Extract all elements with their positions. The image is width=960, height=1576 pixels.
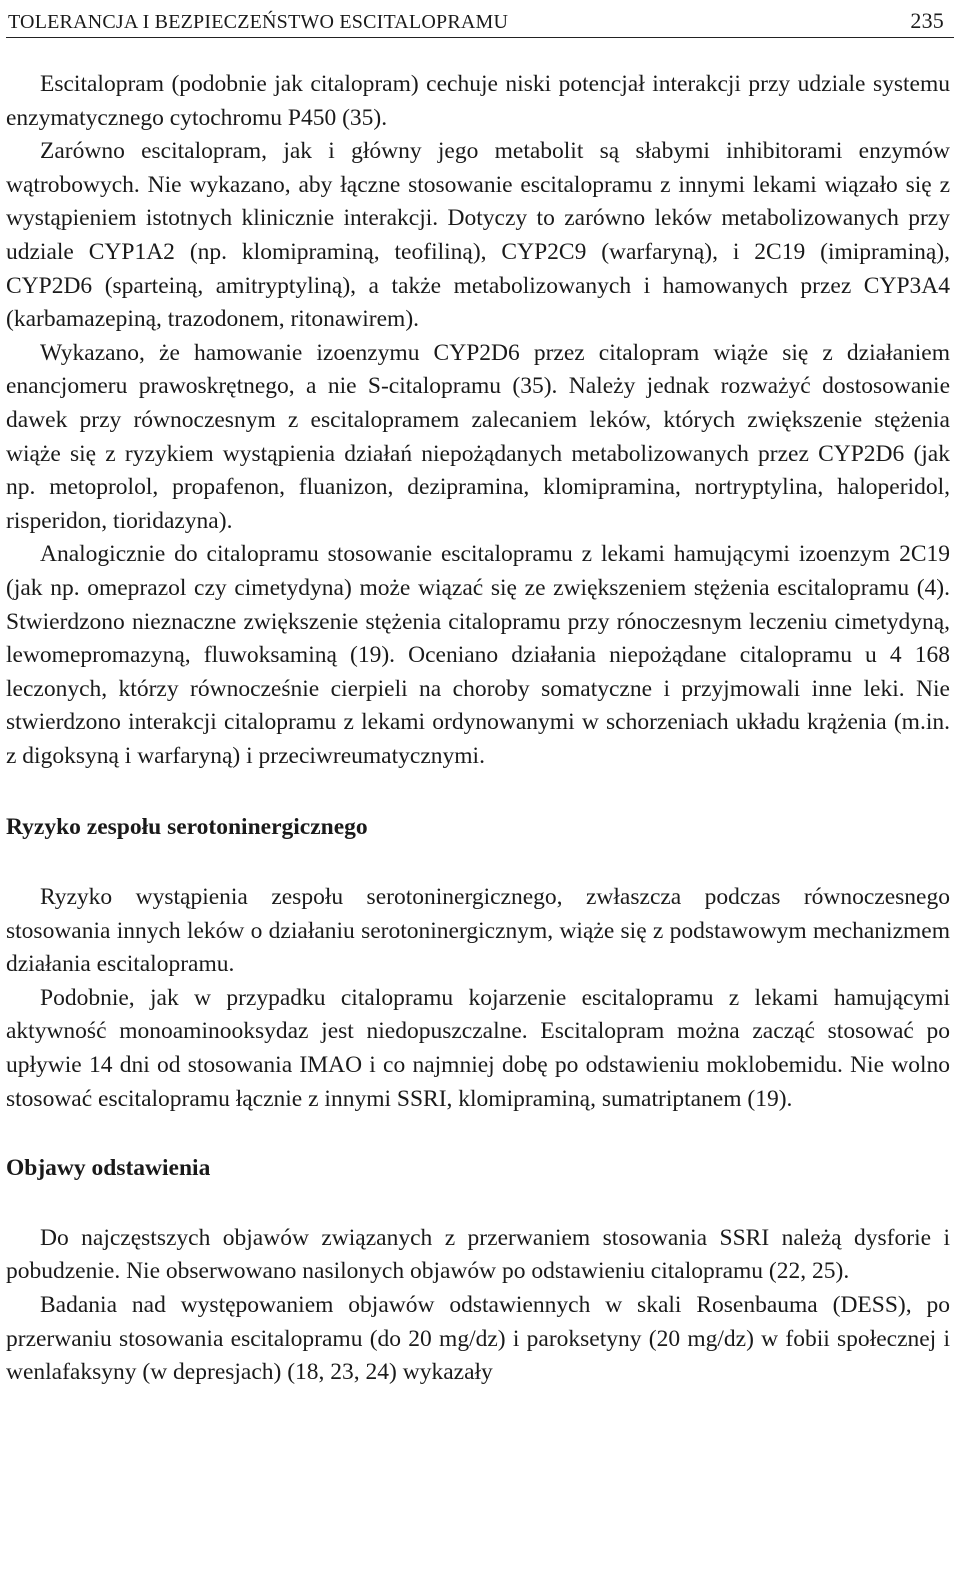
paragraph: Wykazano, że hamowanie izoenzymu CYP2D6 przez citalopram wiąże się z działaniem enancjomeru prawoskrętnego, a nie S-citalopramu (35). Należy jednak rozważyć dostosowanie dawek przy równoczesnym z escitalopramem zalecaniem leków, których zwiększenie stężenia wiąże się z ryzykiem wystąpienia działań niepożądanych metabolizowanych przez CYP2D6 (jak np. metoprolol, propafenon, fluanizon, dezipramina, klomipramina, nortryptylina, haloperidol, risperidon, tioridazyna). bbox=[6, 339, 950, 534]
running-title: TOLERANCJA I BEZPIECZEŃSTWO ESCITALOPRAMU bbox=[8, 11, 509, 33]
section-heading-withdrawal: Objawy odstawienia bbox=[6, 1155, 211, 1182]
header-rule bbox=[6, 37, 954, 38]
page-number: 235 bbox=[910, 8, 944, 33]
running-header bbox=[6, 0, 950, 34]
body-text bbox=[6, 68, 950, 1390]
paragraph: Zarówno escitalopram, jak i główny jego metabolit są słabymi inhibitorami enzymów wątrobowych. Nie wykazano, aby łączne stosowanie escitalopramu z innymi lekami wiązało się z wystąpieniem istotnych klinicznie interakcji. Dotyczy to zarówno leków metabolizowanych przy udziale CYP1A2 (np. klomipraminą, teofiliną), CYP2C9 (warfaryną), i 2C19 (imipraminą), CYP2D6 (sparteiną, amitryptyliną), a także metabolizowanych i hamowanych przez CYP3A4 (karbamazepiną, trazodonem, ritonawirem). bbox=[6, 138, 950, 333]
section-heading-serotonin: Ryzyko zespołu serotoninergicznego bbox=[6, 814, 368, 841]
paragraph: Escitalopram (podobnie jak citalopram) cechuje niski potencjał interakcji przy udziale systemu enzymatycznego cytochromu P450 (35). bbox=[6, 71, 950, 131]
paragraph: Badania nad występowaniem objawów odstawiennych w skali Rosenbauma (DESS), po przerwaniu stosowania escitalopramu (do 20 mg/dz) i paroksetyny (20 mg/dz) w fobii społecznej i wenlafaksyny (w depresjach) (18, 23, 24) wykazały bbox=[6, 1292, 950, 1386]
paragraph: Do najczęstszych objawów związanych z przerwaniem stosowania SSRI należą dysforie i pobudzenie. Nie obserwowano nasilonych objawów po odstawieniu citalopramu (22, 25). bbox=[6, 1224, 950, 1285]
paragraph: Analogicznie do citalopramu stosowanie escitalopramu z lekami hamującymi izoenzym 2C19 (jak np. omeprazol czy cimetydyna) może wiązać się ze zwiększeniem stężenia escitalopramu (4). Stwierdzono nieznaczne zwiększenie stężenia citalopramu przy rónoczesnym leczeniu cimetydyną, lewomepromazyną, fluwoksaminą (19). Oceniano działania niepożądane citalopramu u 4 168 leczonych, którzy równocześnie cierpieli na choroby somatyczne i przyjmowali inne leki. Nie stwierdzono interakcji citalopramu z lekami ordynowanymi w schorzeniach układu krążenia (m.in. z digoksyną i warfaryną) i przeciwreumatycznymi. bbox=[6, 541, 950, 769]
paragraph: Ryzyko wystąpienia zespołu serotoninergicznego, zwłaszcza podczas równoczesnego stosowania innych leków o działaniu serotoninergicznym, wiąże się z podstawowym mechanizmem działania escitalopramu. bbox=[6, 884, 950, 978]
paragraph: Podobnie, jak w przypadku citalopramu kojarzenie escitalopramu z lekami hamującymi aktywność monoaminooksydaz jest niedopuszczalne. Escitalopram można zacząć stosować po upływie 14 dni od stosowania IMAO i co najmniej dobę po odstawieniu moklobemidu. Nie wolno stosować escitalopramu łącznie z innymi SSRI, klomipraminą, sumatriptanem (19). bbox=[6, 984, 950, 1112]
